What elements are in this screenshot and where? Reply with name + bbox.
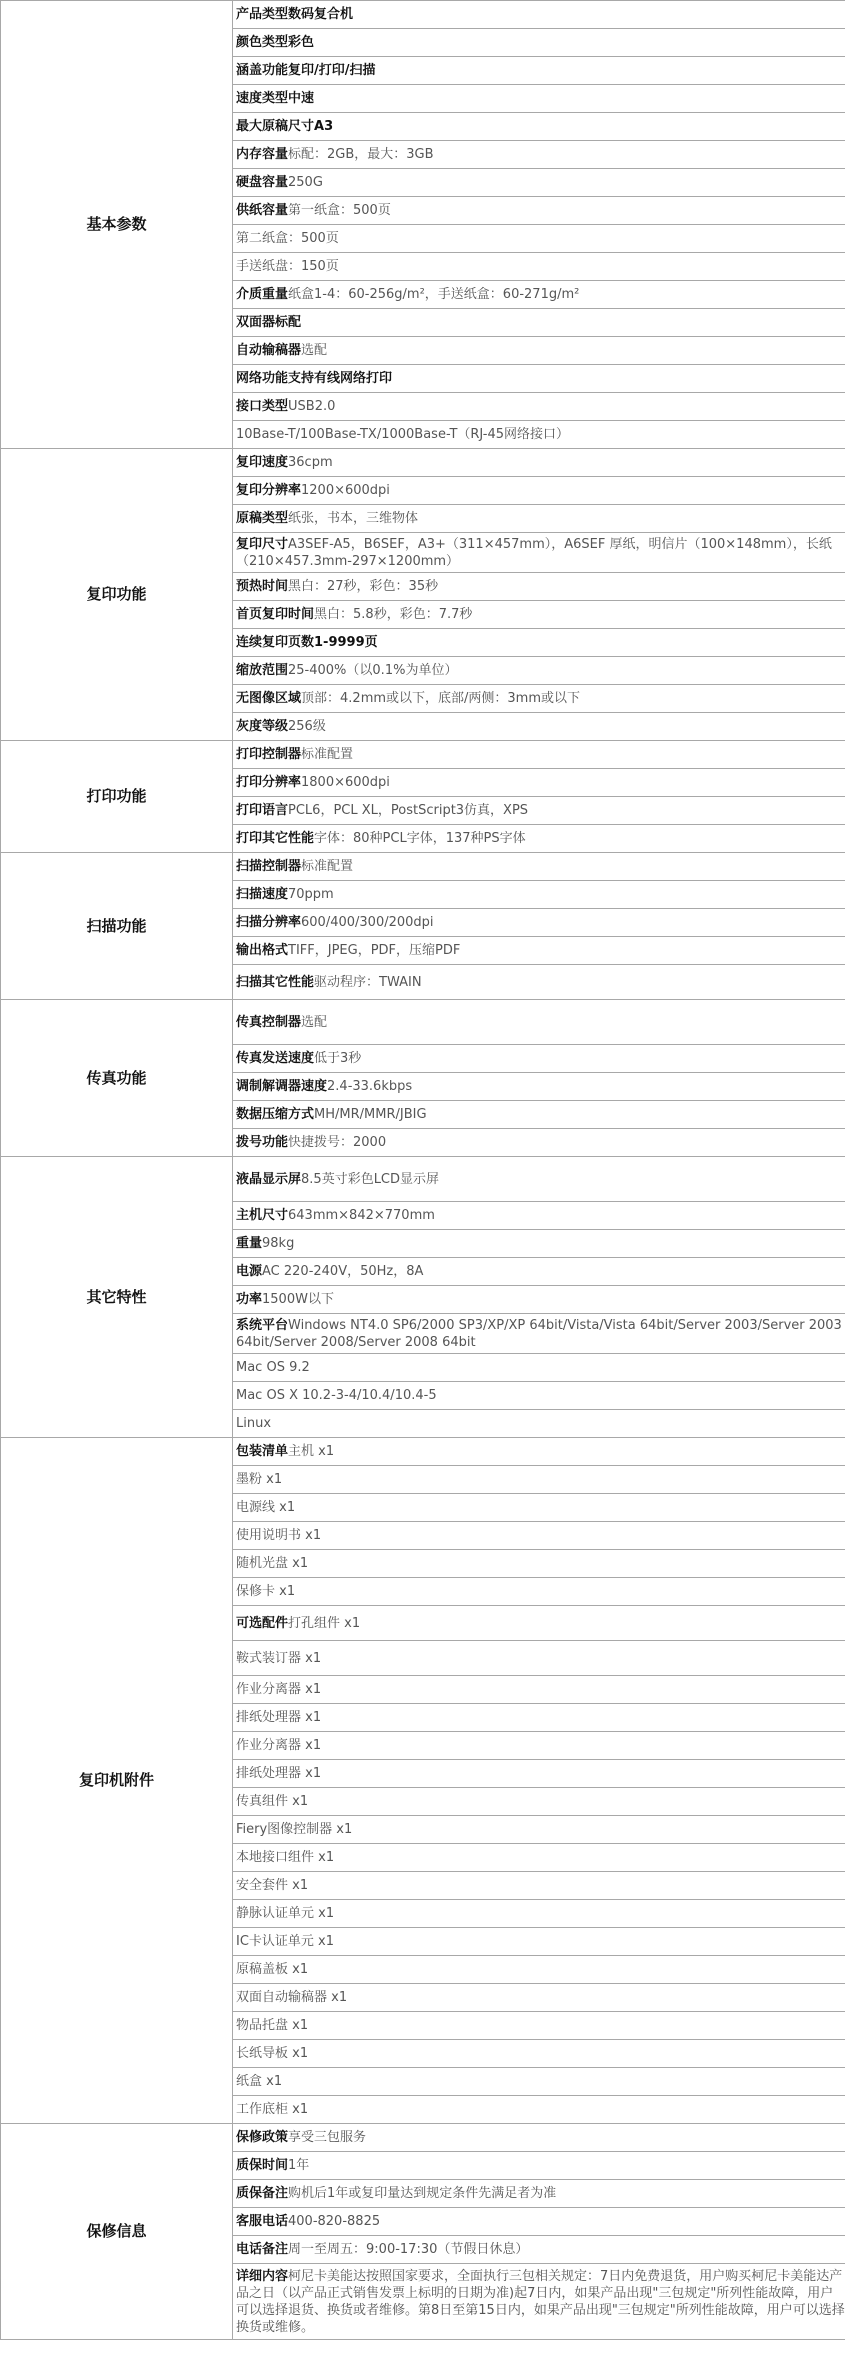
- spec-label: 双面器: [236, 315, 276, 330]
- spec-cell: [233, 1073, 845, 1101]
- spec-label: 液晶显示屏: [236, 1171, 302, 1187]
- spec-cell: [233, 57, 845, 85]
- spec-value: 支持有线网络打印: [288, 371, 393, 386]
- spec-cell: [233, 1872, 845, 1900]
- spec-value: 标配: [275, 315, 302, 330]
- spec-value: 打孔组件 x1: [288, 1615, 361, 1631]
- spec-row: [1, 741, 845, 769]
- spec-value: 原稿盖板 x1: [236, 1962, 309, 1977]
- spec-cell: [233, 449, 845, 477]
- spec-cell: [233, 2096, 845, 2124]
- spec-label: 打印分辨率: [236, 775, 302, 790]
- spec-label: 缩放范围: [236, 663, 289, 678]
- section-title: 打印功能: [1, 741, 233, 853]
- spec-value: 字体：80种PCL字体，137种PS字体: [314, 831, 526, 846]
- spec-cell: [233, 1704, 845, 1732]
- spec-cell: [233, 881, 845, 909]
- spec-cell: [233, 1494, 845, 1522]
- spec-value: 物品托盘 x1: [236, 2018, 309, 2033]
- spec-cell: [233, 309, 845, 337]
- spec-cell: [233, 601, 845, 629]
- spec-value: 1800×600dpi: [301, 775, 390, 790]
- spec-cell: [233, 1129, 845, 1157]
- spec-cell: [233, 1900, 845, 1928]
- spec-cell: [233, 2068, 845, 2096]
- spec-value: 墨粉 x1: [236, 1472, 283, 1487]
- section-title: 传真功能: [1, 1000, 233, 1157]
- spec-value: MH/MR/MMR/JBIG: [314, 1107, 427, 1122]
- spec-value: 使用说明书 x1: [236, 1528, 322, 1543]
- spec-value: 柯尼卡美能达按照国家要求，全面执行三包相关规定：7日内免费退货，用户购买柯尼卡美能达产品之日（以产品正式销售发票上标明的日期为准)起7日内，如果产品出现"三包规定"所列性能故障，用户可以选择退货、换货或者维修。第8日至第15日内，如果产品出现"三包规定"所列性能故障，用户可以选择换货或维修。: [236, 2268, 845, 2335]
- spec-label: 保修政策: [236, 2130, 289, 2145]
- spec-label: 复印分辨率: [236, 483, 302, 498]
- spec-cell: [233, 477, 845, 505]
- spec-cell: [233, 393, 845, 421]
- spec-label: 产品类型: [236, 7, 289, 22]
- spec-value: Linux: [236, 1416, 272, 1431]
- spec-value: 驱动程序：TWAIN: [314, 974, 422, 990]
- spec-cell: [233, 1314, 845, 1354]
- spec-value: PCL6，PCL XL，PostScript3仿真，XPS: [288, 803, 529, 818]
- spec-value: 随机光盘 x1: [236, 1556, 309, 1571]
- spec-value: 643mm×842×770mm: [288, 1208, 435, 1223]
- spec-label: 网络功能: [236, 371, 289, 386]
- spec-label: 打印语言: [236, 803, 289, 818]
- spec-cell: [233, 1732, 845, 1760]
- spec-cell: [233, 1606, 845, 1641]
- spec-value: 第二纸盒：500页: [236, 231, 339, 246]
- spec-cell: [233, 29, 845, 57]
- spec-label: 扫描速度: [236, 887, 289, 902]
- spec-cell: [233, 169, 845, 197]
- spec-cell: [233, 1157, 845, 1202]
- spec-cell: [233, 533, 845, 573]
- spec-value: 256级: [288, 719, 326, 734]
- spec-value: 400-820-8825: [288, 2214, 381, 2229]
- spec-label: 内存容量: [236, 147, 289, 162]
- spec-table-body: [1, 1, 845, 2340]
- spec-label: 传真发送速度: [236, 1051, 315, 1066]
- spec-label: 无图像区域: [236, 691, 302, 706]
- spec-cell: [233, 197, 845, 225]
- spec-value: 安全套件 x1: [236, 1878, 309, 1893]
- spec-value: 标准配置: [301, 747, 354, 762]
- spec-value: 600/400/300/200dpi: [301, 915, 434, 930]
- spec-cell: [233, 713, 845, 741]
- spec-cell: [233, 281, 845, 309]
- spec-cell: [233, 1438, 845, 1466]
- spec-value: A3SEF-A5，B6SEF，A3+（311×457mm），A6SEF 厚纸，明信片（100×148mm），长纸（210×457.3mm-297×1200mm）: [236, 536, 832, 569]
- spec-cell: [233, 365, 845, 393]
- spec-label: 涵盖功能: [236, 63, 289, 78]
- spec-value: 彩色: [288, 35, 315, 50]
- spec-value: IC卡认证单元 x1: [236, 1934, 335, 1949]
- spec-value: 黑白：5.8秒，彩色：7.7秒: [314, 607, 473, 622]
- spec-cell: [233, 113, 845, 141]
- spec-cell: [233, 505, 845, 533]
- spec-value: 周一至周五：9:00-17:30（节假日休息）: [288, 2242, 529, 2257]
- spec-value: 10Base-T/100Base-TX/1000Base-T（RJ-45网络接口）: [236, 427, 570, 442]
- spec-label: 原稿类型: [236, 511, 289, 526]
- spec-value: 保修卡 x1: [236, 1584, 296, 1599]
- spec-value: 双面自动输稿器 x1: [236, 1990, 348, 2005]
- spec-cell: [233, 1258, 845, 1286]
- spec-value: Windows NT4.0 SP6/2000 SP3/XP/XP 64bit/Vista/Vista 64bit/Server 2003/Server 2003 64bit/Server 2008/Server 2008 64bit: [236, 1317, 842, 1350]
- spec-value: 长纸导板 x1: [236, 2046, 309, 2061]
- spec-label: 打印控制器: [236, 747, 302, 762]
- spec-cell: [233, 2040, 845, 2068]
- spec-value: 低于3秒: [314, 1051, 362, 1066]
- spec-label: 复印尺寸: [236, 536, 289, 552]
- spec-label: 客服电话: [236, 2214, 289, 2229]
- spec-value: TIFF，JPEG，PDF，压缩PDF: [288, 943, 461, 958]
- spec-value: 中速: [288, 91, 315, 106]
- spec-label: 颜色类型: [236, 35, 289, 50]
- spec-value: 98kg: [262, 1236, 295, 1251]
- spec-value: 传真组件 x1: [236, 1794, 309, 1809]
- spec-cell: [233, 2236, 845, 2264]
- spec-value: 作业分离器 x1: [236, 1682, 322, 1697]
- spec-value: 复印/打印/扫描: [288, 63, 376, 78]
- spec-cell: [233, 2264, 845, 2340]
- spec-value: 1-9999页: [314, 635, 378, 650]
- spec-value: 排纸处理器 x1: [236, 1710, 322, 1725]
- spec-label: 可选配件: [236, 1615, 289, 1631]
- spec-label: 最大原稿尺寸: [236, 119, 315, 134]
- spec-value: 本地接口组件 x1: [236, 1850, 335, 1865]
- spec-value: 电源线 x1: [236, 1500, 296, 1515]
- spec-cell: [233, 1956, 845, 1984]
- spec-value: 8.5英寸彩色LCD显示屏: [301, 1171, 440, 1187]
- spec-cell: [233, 1410, 845, 1438]
- spec-label: 调制解调器速度: [236, 1079, 328, 1094]
- spec-value: 选配: [301, 343, 328, 358]
- spec-cell: [233, 2180, 845, 2208]
- spec-cell: [233, 1286, 845, 1314]
- spec-value: 第一纸盒：500页: [288, 203, 391, 218]
- spec-cell: [233, 1230, 845, 1258]
- spec-cell: [233, 1844, 845, 1872]
- spec-value: 享受三包服务: [288, 2130, 367, 2145]
- spec-cell: [233, 141, 845, 169]
- spec-label: 首页复印时间: [236, 607, 315, 622]
- spec-value: 主机 x1: [288, 1444, 335, 1459]
- spec-value: 2.4-33.6kbps: [327, 1079, 413, 1094]
- spec-label: 供纸容量: [236, 203, 289, 218]
- spec-value: 选配: [301, 1014, 328, 1030]
- spec-value: 鞍式装订器 x1: [236, 1650, 322, 1666]
- spec-cell: [233, 337, 845, 365]
- spec-cell: [233, 909, 845, 937]
- section-title: 复印功能: [1, 449, 233, 741]
- spec-label: 硬盘容量: [236, 175, 289, 190]
- spec-value: 1年: [288, 2158, 310, 2173]
- spec-row: [1, 1438, 845, 1466]
- spec-value: Mac OS 9.2: [236, 1360, 310, 1375]
- spec-value: 纸盒 x1: [236, 2074, 283, 2089]
- spec-value: A3: [314, 119, 334, 134]
- section-title: 扫描功能: [1, 853, 233, 1000]
- spec-row: [1, 853, 845, 881]
- spec-label: 质保备注: [236, 2186, 289, 2201]
- spec-cell: [233, 1788, 845, 1816]
- spec-cell: [233, 965, 845, 1000]
- spec-value: 工作底柜 x1: [236, 2102, 309, 2117]
- spec-value: 标准配置: [301, 859, 354, 874]
- spec-row: [1, 2124, 845, 2152]
- spec-cell: [233, 657, 845, 685]
- spec-value: 纸盒1-4：60-256g/m²，手送纸盒：60-271g/m²: [288, 287, 580, 302]
- spec-cell: [233, 421, 845, 449]
- section-title: 其它特性: [1, 1157, 233, 1438]
- section-title: 复印机附件: [1, 1438, 233, 2124]
- spec-label: 复印速度: [236, 455, 289, 470]
- spec-value: 标配：2GB，最大：3GB: [288, 147, 434, 162]
- spec-cell: [233, 1641, 845, 1676]
- spec-value: 70ppm: [288, 887, 334, 902]
- spec-value: Fiery图像控制器 x1: [236, 1822, 353, 1837]
- spec-cell: [233, 1000, 845, 1045]
- spec-label: 速度类型: [236, 91, 289, 106]
- spec-label: 质保时间: [236, 2158, 289, 2173]
- spec-value: 1200×600dpi: [301, 483, 390, 498]
- section-title: 基本参数: [1, 1, 233, 449]
- spec-cell: [233, 937, 845, 965]
- spec-cell: [233, 1522, 845, 1550]
- spec-value: USB2.0: [288, 399, 336, 414]
- spec-value: 1500W以下: [262, 1292, 334, 1307]
- spec-cell: [233, 1676, 845, 1704]
- spec-cell: [233, 85, 845, 113]
- spec-label: 预热时间: [236, 579, 289, 594]
- spec-label: 拨号功能: [236, 1135, 289, 1150]
- spec-label: 功率: [236, 1292, 263, 1307]
- spec-value: 排纸处理器 x1: [236, 1766, 322, 1781]
- spec-cell: [233, 1760, 845, 1788]
- spec-value: 购机后1年或复印量达到规定条件先满足者为准: [288, 2186, 557, 2201]
- spec-cell: [233, 573, 845, 601]
- spec-cell: [233, 225, 845, 253]
- spec-cell: [233, 1202, 845, 1230]
- spec-cell: [233, 2152, 845, 2180]
- spec-cell: [233, 741, 845, 769]
- spec-value: 纸张，书本，三维物体: [288, 511, 419, 526]
- spec-label: 扫描其它性能: [236, 974, 315, 990]
- spec-label: 接口类型: [236, 399, 289, 414]
- spec-cell: [233, 1550, 845, 1578]
- spec-label: 扫描控制器: [236, 859, 302, 874]
- spec-cell: [233, 685, 845, 713]
- spec-cell: [233, 1354, 845, 1382]
- spec-label: 系统平台: [236, 1317, 289, 1333]
- spec-label: 重量: [236, 1236, 263, 1251]
- spec-cell: [233, 1466, 845, 1494]
- spec-label: 自动输稿器: [236, 343, 302, 358]
- spec-value: 36cpm: [288, 455, 333, 470]
- spec-value: 快捷拨号：2000: [288, 1135, 387, 1150]
- spec-row: [1, 1000, 845, 1045]
- spec-cell: [233, 1045, 845, 1073]
- spec-value: 静脉认证单元 x1: [236, 1906, 335, 1921]
- spec-label: 电话备注: [236, 2242, 289, 2257]
- spec-label: 包装清单: [236, 1444, 289, 1459]
- spec-cell: [233, 2208, 845, 2236]
- spec-value: 黑白：27秒，彩色：35秒: [288, 579, 439, 594]
- spec-value: 顶部：4.2mm或以下，底部/两侧：3mm或以下: [301, 691, 580, 706]
- spec-cell: [233, 2124, 845, 2152]
- spec-row: [1, 1157, 845, 1202]
- spec-value: 250G: [288, 175, 323, 190]
- spec-cell: [233, 1928, 845, 1956]
- spec-label: 传真控制器: [236, 1014, 302, 1030]
- spec-value: 25-400%（以0.1%为单位）: [288, 663, 458, 678]
- spec-label: 详细内容: [236, 2268, 289, 2284]
- spec-label: 介质重量: [236, 287, 289, 302]
- spec-cell: [233, 253, 845, 281]
- spec-label: 数据压缩方式: [236, 1107, 315, 1122]
- spec-label: 连续复印页数: [236, 635, 315, 650]
- spec-row: [1, 1, 845, 29]
- spec-label: 输出格式: [236, 943, 289, 958]
- spec-cell: [233, 1382, 845, 1410]
- spec-cell: [233, 825, 845, 853]
- spec-cell: [233, 1, 845, 29]
- spec-value: 作业分离器 x1: [236, 1738, 322, 1753]
- spec-label: 主机尺寸: [236, 1208, 289, 1223]
- spec-label: 电源: [236, 1264, 263, 1279]
- section-title: 保修信息: [1, 2124, 233, 2340]
- spec-cell: [233, 1101, 845, 1129]
- spec-value: Mac OS X 10.2-3-4/10.4/10.4-5: [236, 1388, 437, 1403]
- spec-label: 打印其它性能: [236, 831, 315, 846]
- spec-value: 数码复合机: [288, 7, 354, 22]
- spec-value: 手送纸盘：150页: [236, 259, 339, 274]
- spec-cell: [233, 853, 845, 881]
- spec-cell: [233, 797, 845, 825]
- spec-value: AC 220-240V，50Hz，8A: [262, 1264, 424, 1279]
- spec-cell: [233, 769, 845, 797]
- spec-label: 灰度等级: [236, 719, 289, 734]
- spec-row: [1, 449, 845, 477]
- spec-cell: [233, 1578, 845, 1606]
- spec-label: 扫描分辨率: [236, 915, 302, 930]
- spec-cell: [233, 1816, 845, 1844]
- spec-cell: [233, 2012, 845, 2040]
- spec-cell: [233, 1984, 845, 2012]
- spec-cell: [233, 629, 845, 657]
